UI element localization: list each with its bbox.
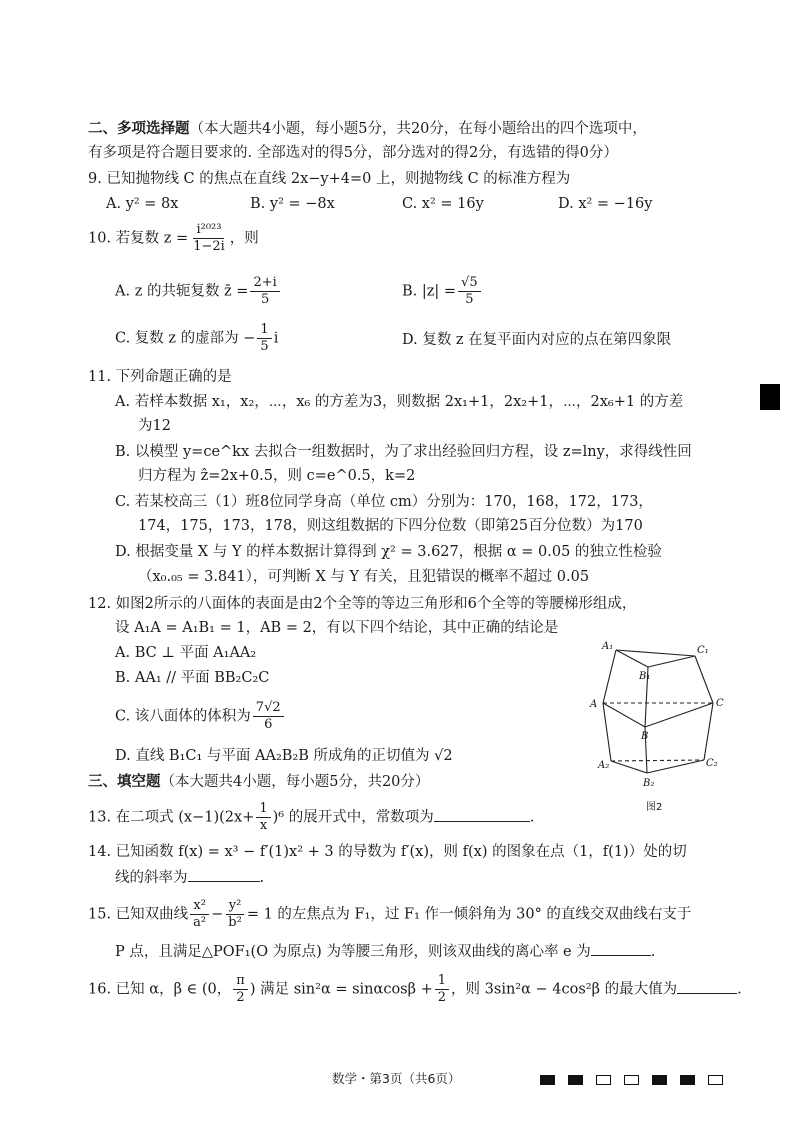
q10-denominator: 1−2i bbox=[193, 239, 225, 254]
q10-c-post: i bbox=[273, 330, 279, 347]
q16-answer-blank[interactable] bbox=[677, 979, 737, 994]
q12-option-b: B. AA₁ // 平面 BB₂C₂C bbox=[115, 670, 270, 686]
q10-option-d: D. 复数 z 在复平面内对应的点在第四象限 bbox=[402, 332, 672, 348]
label-A: A bbox=[590, 699, 598, 710]
q12-stem-line2: 设 A₁A = A₁B₁ = 1，AB = 2，有以下四个结论，其中正确的结论是 bbox=[115, 620, 559, 636]
label-C: C bbox=[716, 698, 724, 709]
q16-fraction-pi bbox=[233, 973, 248, 1006]
q11-option-a-line1: A. 若样本数据 x₁，x₂，⋯，x₆ 的方差为3，则数据 2x₁+1，2x₂+1，⋯，2x₆+1 的方差 bbox=[115, 394, 684, 410]
q16 bbox=[88, 973, 742, 1006]
q10-a-den: 5 bbox=[260, 292, 270, 307]
q12-option-a: A. BC ⊥ 平面 A₁AA₂ bbox=[115, 645, 257, 661]
q11-option-c-line2: 174，175，173，178，则这组数据的下四分位数（即第25百分位数）为170 bbox=[138, 518, 643, 534]
q16-f2-den: 2 bbox=[437, 990, 447, 1005]
label-A1: A₁ bbox=[602, 641, 614, 652]
figure-hidden-edges bbox=[603, 703, 713, 761]
octahedron-figure bbox=[588, 636, 728, 816]
q10-numerator: i²⁰²³ bbox=[193, 222, 224, 239]
q13 bbox=[88, 801, 534, 834]
q12-c-den: 6 bbox=[264, 717, 273, 732]
label-C2: C₂ bbox=[706, 758, 718, 769]
q14-line2-pre: 线的斜率为 bbox=[115, 870, 188, 886]
q15-answer-blank[interactable] bbox=[591, 941, 651, 956]
q12-c-num: 7√2 bbox=[253, 700, 284, 717]
q10-c-den: 5 bbox=[260, 339, 269, 354]
q10-c-fraction bbox=[257, 322, 271, 355]
q10-b-num: √5 bbox=[458, 275, 481, 292]
q13-answer-blank[interactable] bbox=[434, 807, 530, 822]
footer-mark-1 bbox=[540, 1075, 555, 1085]
figure-labels bbox=[589, 641, 724, 789]
q11-option-d-line2: （x₀.₀₅ = 3.841），可判断 X 与 Y 有关，且犯错误的概率不超过 0.05 bbox=[138, 569, 590, 585]
q13-pre: 13. 在二项式 (x−1)(2x+ bbox=[88, 809, 255, 826]
section3-heading-line bbox=[88, 771, 429, 793]
q9-option-a: A. y² = 8x bbox=[106, 196, 179, 212]
q14-line1: 14. 已知函数 f(x) = x³ − f′(1)x² + 3 的导数为 f′(x)，则 f(x) 的图象在点（1，f(1)）处的切 bbox=[88, 844, 687, 860]
q16-post: . bbox=[737, 981, 742, 998]
section2-heading-line bbox=[88, 118, 647, 140]
label-C1: C₁ bbox=[697, 645, 709, 656]
footer-mark-5 bbox=[652, 1075, 667, 1085]
q9-option-c: C. x² = 16y bbox=[402, 196, 484, 212]
q15-fraction-x bbox=[190, 898, 209, 931]
q10-a-fraction bbox=[250, 275, 279, 308]
q10-option-c bbox=[115, 322, 278, 355]
footer-mark-3 bbox=[596, 1075, 611, 1085]
section3-intro: （本大题共4小题，每小题5分，共20分） bbox=[160, 774, 430, 790]
q14-line2 bbox=[115, 867, 264, 888]
q11-option-c-line1: C. 若某校高三（1）班8位同学身高（单位 cm）分别为：170，168，172，173， bbox=[115, 494, 653, 510]
footer-mark-4 bbox=[624, 1075, 639, 1085]
label-B: B bbox=[641, 731, 649, 742]
q15-fraction-y bbox=[225, 898, 245, 931]
q15-line2 bbox=[115, 941, 655, 962]
q14-post: . bbox=[259, 870, 265, 886]
q12-option-d: D. 直线 B₁C₁ 与平面 AA₂B₂B 所成角的正切值为 √2 bbox=[115, 748, 453, 764]
q11-option-b-line1: B. 以模型 y=ce^kx 去拟合一组数据时，为了求出经验回归方程，设 z=lny，求得线性回 bbox=[115, 444, 692, 460]
q10-b-pre: B. |z| = bbox=[402, 283, 457, 300]
q16-pre: 16. 已知 α，β ∈ (0， bbox=[88, 981, 232, 998]
q13-num: 1 bbox=[256, 801, 270, 818]
q15-f1-num: x² bbox=[190, 898, 209, 915]
q11-option-d-line1: D. 根据变量 X 与 Y 的样本数据计算得到 χ² = 3.627，根据 α = 0.05 的独立性检验 bbox=[115, 544, 662, 560]
q15-f2-num: y² bbox=[226, 898, 245, 915]
q10-c-num: 1 bbox=[257, 322, 271, 339]
q13-post: . bbox=[529, 809, 535, 826]
q12-stem-line1: 12. 如图2所示的八面体的表面是由2个全等的等边三角形和6个全等的等腰梯形组成， bbox=[88, 596, 637, 612]
q16-f1-num: π bbox=[233, 973, 248, 990]
section2-heading: 二、多项选择题 bbox=[88, 120, 190, 137]
q16-fraction-half bbox=[435, 973, 449, 1006]
q11-option-a-line2: 为12 bbox=[138, 418, 171, 434]
q11-stem: 11. 下列命题正确的是 bbox=[88, 369, 232, 385]
q15-minus: − bbox=[211, 906, 224, 923]
q14-answer-blank[interactable] bbox=[188, 867, 260, 882]
q10-stem-post: ，则 bbox=[229, 230, 259, 247]
page-edge-tab bbox=[760, 384, 780, 410]
q15-line2-pre: P 点，且满足△POF₁(O 为原点) 为等腰三角形，则该双曲线的离心率 e 为 bbox=[115, 944, 591, 960]
q12-option-c bbox=[115, 700, 286, 733]
q13-den: x bbox=[259, 818, 268, 833]
q10-a-num: 2+i bbox=[250, 275, 279, 292]
figure-edges bbox=[603, 650, 713, 773]
section2-intro-2: 有多项是符合题目要求的. 全部选对的得5分，部分选对的得2分，有选错的得0分） bbox=[88, 145, 618, 161]
q15-f2-den: b² bbox=[228, 915, 242, 930]
footer-mark-6 bbox=[680, 1075, 695, 1085]
q10-b-den: 5 bbox=[465, 292, 474, 307]
label-A2: A₂ bbox=[598, 760, 610, 771]
q13-mid: )⁶ 的展开式中，常数项为 bbox=[272, 809, 434, 826]
q10-b-fraction bbox=[458, 275, 481, 308]
q16-line-post: ，则 3sin²α − 4cos²β 的最大值为 bbox=[451, 981, 678, 998]
section3-heading: 三、填空题 bbox=[88, 773, 161, 790]
q13-fraction bbox=[256, 801, 270, 834]
q15-post: . bbox=[650, 944, 656, 960]
q15-line1-post: = 1 的左焦点为 F₁，过 F₁ 作一倾斜角为 30° 的直线交双曲线右支于 bbox=[246, 906, 692, 923]
q11-option-b-line2: 归方程为 ẑ=2x+0.5，则 c=e^0.5，k=2 bbox=[138, 468, 416, 484]
q12-c-pre: C. 该八面体的体积为 bbox=[115, 708, 251, 725]
footer-mark-2 bbox=[568, 1075, 583, 1085]
q10-stem-pre: 10. 若复数 z = bbox=[88, 230, 189, 247]
footer-mark-7 bbox=[708, 1075, 723, 1085]
q16-f2-num: 1 bbox=[435, 973, 449, 990]
q12-c-fraction bbox=[253, 700, 284, 733]
q15-pre: 15. 已知双曲线 bbox=[88, 906, 189, 923]
q15-line1 bbox=[88, 898, 691, 931]
q16-mid: ) 满足 sin²α = sinαcosβ + bbox=[249, 981, 433, 998]
q9-option-b: B. y² = −8x bbox=[250, 196, 335, 212]
q16-f1-den: 2 bbox=[236, 990, 245, 1005]
q10-a-pre: A. z 的共轭复数 z̄ = bbox=[115, 283, 249, 300]
q10-fraction bbox=[190, 222, 228, 255]
q10-c-pre: C. 复数 z 的虚部为 − bbox=[115, 330, 256, 347]
q9-stem: 9. 已知抛物线 C 的焦点在直线 2x−y+4=0 上，则抛物线 C 的标准方程为 bbox=[88, 171, 571, 187]
label-B2: B₂ bbox=[643, 778, 655, 789]
q15-f1-den: a² bbox=[193, 915, 207, 930]
section2-intro-1: （本大题共4小题，每小题5分，共20分，在每小题给出的四个选项中， bbox=[189, 121, 647, 137]
label-B1: B₁ bbox=[639, 671, 651, 682]
q9-option-d: D. x² = −16y bbox=[558, 196, 653, 212]
q10-option-a bbox=[115, 275, 282, 308]
q10-stem bbox=[88, 222, 259, 255]
q10-option-b bbox=[402, 275, 483, 308]
figure-caption: 图2 bbox=[646, 802, 663, 813]
footer-page-label: 数学・第3页（共6页） bbox=[332, 1071, 461, 1086]
